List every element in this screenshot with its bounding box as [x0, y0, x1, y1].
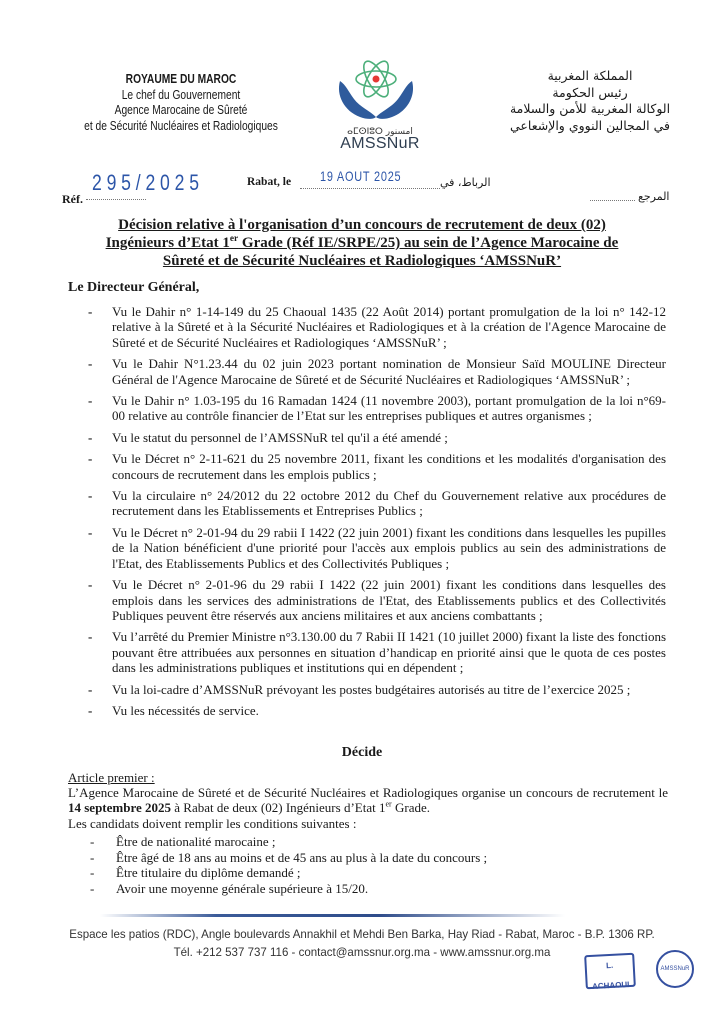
condition-item: - Avoir une moyenne générale supérieure à 15/20.	[96, 881, 487, 897]
rabat-date-label: Rabat, le	[247, 176, 292, 188]
reference-number-stamp: 295/2025	[92, 170, 204, 195]
agency-name-line2: et de Sécurité Nucléaires et Radiologiques	[84, 118, 278, 133]
director-heading: Le Directeur Général,	[68, 280, 200, 295]
title-line2: Ingénieurs d’Etat 1er Grade (Réf IE/SRPE/25) au sein de l’Agence Marocaine de	[105, 234, 619, 251]
consideration-item: - Vu le Décret n° 2-11-621 du 25 novembre 2011, fixant les conditions et les modalités d'organisation des concours de recrutement dans les emplois publics ;	[92, 451, 666, 482]
footer-divider	[100, 914, 565, 917]
government-head-ar: رئيس الحكومة	[552, 84, 628, 100]
round-seal-stamp: AMSSNuR	[656, 950, 694, 988]
date-dotted-line	[300, 188, 440, 189]
article-title: Article premier :	[68, 770, 155, 785]
footer-contact: Tél. +212 537 737 116 - contact@amssnur.org.ma - www.amssnur.org.ma	[173, 945, 551, 959]
header-french	[33, 72, 330, 134]
consideration-item: - Vu le Dahir n° 1-14-149 du 25 Chaoual 1435 (22 Août 2014) portant promulgation de la loi n° 142-12 relative à la Sûreté et à la Sécurité Nucléaires et Radiologiques et à la création de l'Agence Marocaine de Sûreté et de Sécurité Nucléaires et Radiologiques ‘AMSSNuR’ ;	[92, 304, 666, 350]
article-paragraph: L’Agence Marocaine de Sûreté et de Sécurité Nucléaires et Radiologiques organise un concours de recrutement le 14 septembre 2025 à Rabat de deux (02) Ingénieurs d’Etat 1er Grade.	[68, 785, 668, 816]
agency-name-line1: Agence Marocaine de Sûreté	[114, 103, 248, 117]
conditions-list	[96, 834, 487, 896]
logo-name: AMSSNuR	[340, 135, 420, 152]
kingdom-name: ROYAUME DU MAROC	[125, 72, 237, 86]
agency-name-ar-line2: في المجالين النووي والإشعاعي	[510, 117, 670, 133]
condition-item: - Être âgé de 18 ans au moins et de 45 ans au plus à la date du concours ;	[96, 850, 487, 866]
logo-tifinagh-arabic: ⴰⵎⵙⵏⵓⵔ امسنور	[347, 127, 413, 137]
considerations-list	[92, 304, 666, 724]
title-line1: Décision relative à l'organisation d’un concours de recrutement de deux (02)	[118, 217, 606, 233]
consideration-item: - Vu les nécessités de service.	[92, 703, 666, 718]
consideration-item: - Vu le Dahir n° 1.03-195 du 16 Ramadan 1424 (11 novembre 2003), portant promulgation de la loi n°69-00 relative au contrôle financier de l’Etat sur les entreprises publiques et autres organismes ;	[92, 393, 666, 424]
header-arabic	[470, 68, 710, 134]
condition-item: - Être titulaire du diplôme demandé ;	[96, 865, 487, 881]
consideration-item: - Vu le Décret n° 2-01-94 du 29 rabii I 1422 (22 juin 2001) fixant les conditions dans lesquelles les pupilles de la Nation bénéficient d'une priorité pour l'accès aux emplois publics au sein des administrations de l'Etat, des Etablissements Publics et des Collectivités Publiques ;	[92, 525, 666, 571]
consideration-item: - Vu la circulaire n° 24/2012 du 22 octobre 2012 du Chef du Gouvernement relative aux procédures de recrutement dans les Etablissements et Entreprises Publics ;	[92, 488, 666, 519]
consideration-item: - Vu la loi-cadre d’AMSSNuR prévoyant les postes budgétaires autorisés au titre de l’exercice 2025 ;	[92, 682, 666, 697]
article-body	[68, 785, 668, 831]
document-title	[62, 216, 662, 270]
decide-heading: Décide	[341, 745, 383, 760]
date-stamp: 19 AOUT 2025	[320, 168, 402, 184]
agency-name-ar-line1: الوكالة المغربية للأمن والسلامة	[509, 101, 671, 116]
consideration-item: - Vu l’arrêté du Premier Ministre n°3.130.00 du 7 Rabii II 1421 (10 juillet 2000) fixant la liste des fonctions pouvant être attribuées aux personnes en situation d’handicap en priorité ainsi que le quota de ces postes dans les administrations publiques et institutions qui en dépendent ;	[92, 629, 666, 675]
contest-date: 14 septembre 2025	[68, 800, 172, 816]
reference-label-ar: المرجع	[638, 190, 670, 203]
reference-dotted-line	[86, 199, 146, 200]
initials-stamp: L. ACHAOUI	[584, 953, 636, 990]
condition-item: - Être de nationalité marocaine ;	[96, 834, 487, 850]
kingdom-name-ar: المملكة المغربية	[547, 68, 633, 83]
conditions-intro: Les candidats doivent remplir les conditions suivantes :	[68, 815, 357, 831]
reference-ar-dotted-line	[590, 200, 635, 201]
reference-label: Réf.	[62, 192, 83, 206]
footer-address: Espace les patios (RDC), Angle boulevards Annakhil et Mehdi Ben Barka, Hay Riad - Rabat, Maroc - B.P. 1306 RP.	[69, 927, 655, 941]
title-line3: Sûreté et de Sécurité Nucléaires et Radiologiques ‘AMSSNuR’	[162, 253, 562, 269]
consideration-item: - Vu le statut du personnel de l’AMSSNuR tel qu'il a été amendé ;	[92, 430, 666, 445]
consideration-item: - Vu le Dahir N°1.23.44 du 02 juin 2023 portant nomination de Monsieur Saïd MOULINE Directeur Général de l'Agence Marocaine de Sûreté et de Sécurité Nucléaires et Radiologiques ‘AMSSNuR’ ;	[92, 356, 666, 387]
rabat-date-label-ar: الرباط، في	[440, 176, 491, 189]
consideration-item: - Vu le Décret n° 2-01-96 du 29 rabii I 1422 (22 juin 2001) fixant les conditions dans lesquelles des emplois dans les services des administrations de l'Etat, des Etablissements publics et des Collectivités Publiques peuvent être réservés aux anciens militaires et aux anciens combattants ;	[92, 577, 666, 623]
government-head: Le chef du Gouvernement	[121, 87, 241, 102]
